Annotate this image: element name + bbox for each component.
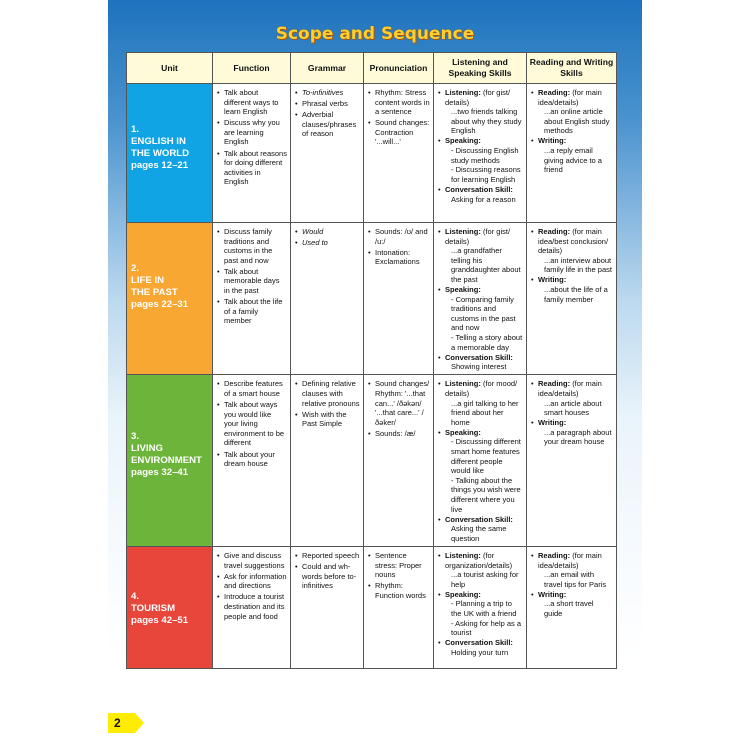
grammar-cell (291, 84, 364, 223)
table-row (127, 84, 617, 223)
writing-item: • Writing: ...a reply email giving advice to a friend (531, 136, 613, 174)
grammar-item: • Phrasal verbs (295, 99, 360, 109)
pronunciation-item: • Sentence stress: Proper nouns (368, 551, 430, 580)
grammar-cell (291, 547, 364, 669)
table-row (127, 375, 617, 547)
listening-speaking-cell (434, 375, 527, 547)
function-item: • Talk about the life of a family member (217, 297, 287, 326)
table-row (127, 547, 617, 669)
reading-writing-cell (527, 375, 617, 547)
function-item: • Talk about ways you would like your living environment to be different (217, 400, 287, 448)
grammar-cell (291, 223, 364, 375)
unit-cell (127, 223, 213, 375)
unit-1-label: 1. ENGLISH IN THE WORLD pages 12–21 (127, 84, 212, 222)
function-item: • Discuss why you are learning English (217, 118, 287, 147)
reading-writing-cell (527, 84, 617, 223)
table-row (127, 223, 617, 375)
function-item: • Discuss family traditions and customs in the past and now (217, 227, 287, 265)
grammar-item: • Would (295, 227, 360, 237)
conversation-item: • Conversation Skill: Showing interest (438, 353, 523, 372)
speaking-item: • Speaking: - Discussing different smart home features different people would like - Talking about the things you wish were different where you live (438, 428, 523, 514)
grammar-item: • To-infinitives (295, 88, 360, 98)
function-cell (213, 375, 291, 547)
writing-item: • Writing: ...a short travel guide (531, 590, 613, 619)
scope-sequence-table (126, 52, 617, 669)
reading-item: • Reading: (for main idea/details) ...an article about smart houses (531, 379, 613, 417)
grammar-item: • Used to (295, 238, 360, 248)
header-function: Function (213, 53, 291, 84)
header-pronunciation: Pronunciation (364, 53, 434, 84)
unit-3-label: 3. LIVING ENVIRONMENT pages 32–41 (127, 375, 212, 546)
pronunciation-item: • Sounds: /æ/ (368, 429, 430, 439)
unit-cell (127, 84, 213, 223)
speaking-item: • Speaking: - Comparing family traditions and customs in the past and now - Telling a story about a memorable day (438, 285, 523, 352)
function-item: • Talk about different ways to learn English (217, 88, 287, 117)
pronunciation-item: • Sound changes/ Rhythm: '...that can...' /ðəkən/ '...that care...' /ðəker/ (368, 379, 430, 427)
speaking-item: • Speaking: - Discussing English study methods - Discussing reasons for learning English (438, 136, 523, 184)
reading-writing-cell (527, 223, 617, 375)
pronunciation-item: • Intonation: Exclamations (368, 248, 430, 267)
function-cell (213, 547, 291, 669)
page-title: Scope and Sequence (275, 24, 475, 44)
listening-item: • Listening: (for gist/ details) ...two friends talking about why they study English (438, 88, 523, 136)
table-header-row (127, 53, 617, 84)
page-number-tab (108, 713, 144, 733)
listening-speaking-cell (434, 547, 527, 669)
unit-2-label: 2. LIFE IN THE PAST pages 22–31 (127, 223, 212, 374)
grammar-item: • Reported speech (295, 551, 360, 561)
reading-item: • Reading: (for main idea/details) ...an online article about English study methods (531, 88, 613, 136)
listening-item: • Listening: (for mood/ details) ...a girl talking to her friend about her home (438, 379, 523, 427)
conversation-item: • Conversation Skill: Asking the same question (438, 515, 523, 544)
listening-speaking-cell (434, 84, 527, 223)
header-grammar: Grammar (291, 53, 364, 84)
pronunciation-item: • Sounds: /ʊ/ and /u:/ (368, 227, 430, 246)
listening-item: • Listening: (for gist/ details) ...a grandfather telling his granddaughter about the past (438, 227, 523, 285)
function-item: • Describe features of a smart house (217, 379, 287, 398)
function-cell (213, 223, 291, 375)
listening-speaking-cell (434, 223, 527, 375)
grammar-cell (291, 375, 364, 547)
conversation-item: • Conversation Skill: Asking for a reason (438, 185, 523, 204)
pronunciation-cell (364, 84, 434, 223)
function-item: • Talk about reasons for doing different activities in English (217, 149, 287, 187)
pronunciation-item: • Rhythm: Stress content words in a sentence (368, 88, 430, 117)
function-item: • Ask for information and directions (217, 572, 287, 591)
unit-4-label: 4. TOURISM pages 42–51 (127, 547, 212, 668)
page-number: 2 (114, 716, 121, 730)
speaking-item: • Speaking: - Planning a trip to the UK with a friend - Asking for help as a tourist (438, 590, 523, 638)
grammar-item: • Wish with the Past Simple (295, 410, 360, 429)
function-cell (213, 84, 291, 223)
grammar-item: • Defining relative clauses with relative pronouns (295, 379, 360, 408)
function-item: • Give and discuss travel suggestions (217, 551, 287, 570)
writing-item: • Writing: ...a paragraph about your dream house (531, 418, 613, 447)
unit-cell (127, 375, 213, 547)
pronunciation-cell (364, 547, 434, 669)
pronunciation-cell (364, 223, 434, 375)
conversation-item: • Conversation Skill: Holding your turn (438, 638, 523, 657)
header-listening-speaking: Listening and Speaking Skills (434, 53, 527, 84)
grammar-item: • Could and wh-words before to-infinitives (295, 562, 360, 591)
function-item: • Talk about memorable days in the past (217, 267, 287, 296)
pronunciation-item: • Sound changes: Contraction '...will...' (368, 118, 430, 147)
header-unit: Unit (127, 53, 213, 84)
writing-item: • Writing: ...about the life of a family member (531, 275, 613, 304)
header-reading-writing: Reading and Writing Skills (527, 53, 617, 84)
function-item: • Introduce a tourist destination and its people and food (217, 592, 287, 621)
reading-writing-cell (527, 547, 617, 669)
listening-item: • Listening: (for organization/details) ...a tourist asking for help (438, 551, 523, 589)
reading-item: • Reading: (for main idea/best conclusion/ details) ...an interview about family life in the past (531, 227, 613, 275)
pronunciation-cell (364, 375, 434, 547)
reading-item: • Reading: (for main idea/details) ...an email with travel tips for Paris (531, 551, 613, 589)
function-item: • Talk about your dream house (217, 450, 287, 469)
grammar-item: • Adverbial clauses/phrases of reason (295, 110, 360, 139)
unit-cell (127, 547, 213, 669)
pronunciation-item: • Rhythm: Function words (368, 581, 430, 600)
